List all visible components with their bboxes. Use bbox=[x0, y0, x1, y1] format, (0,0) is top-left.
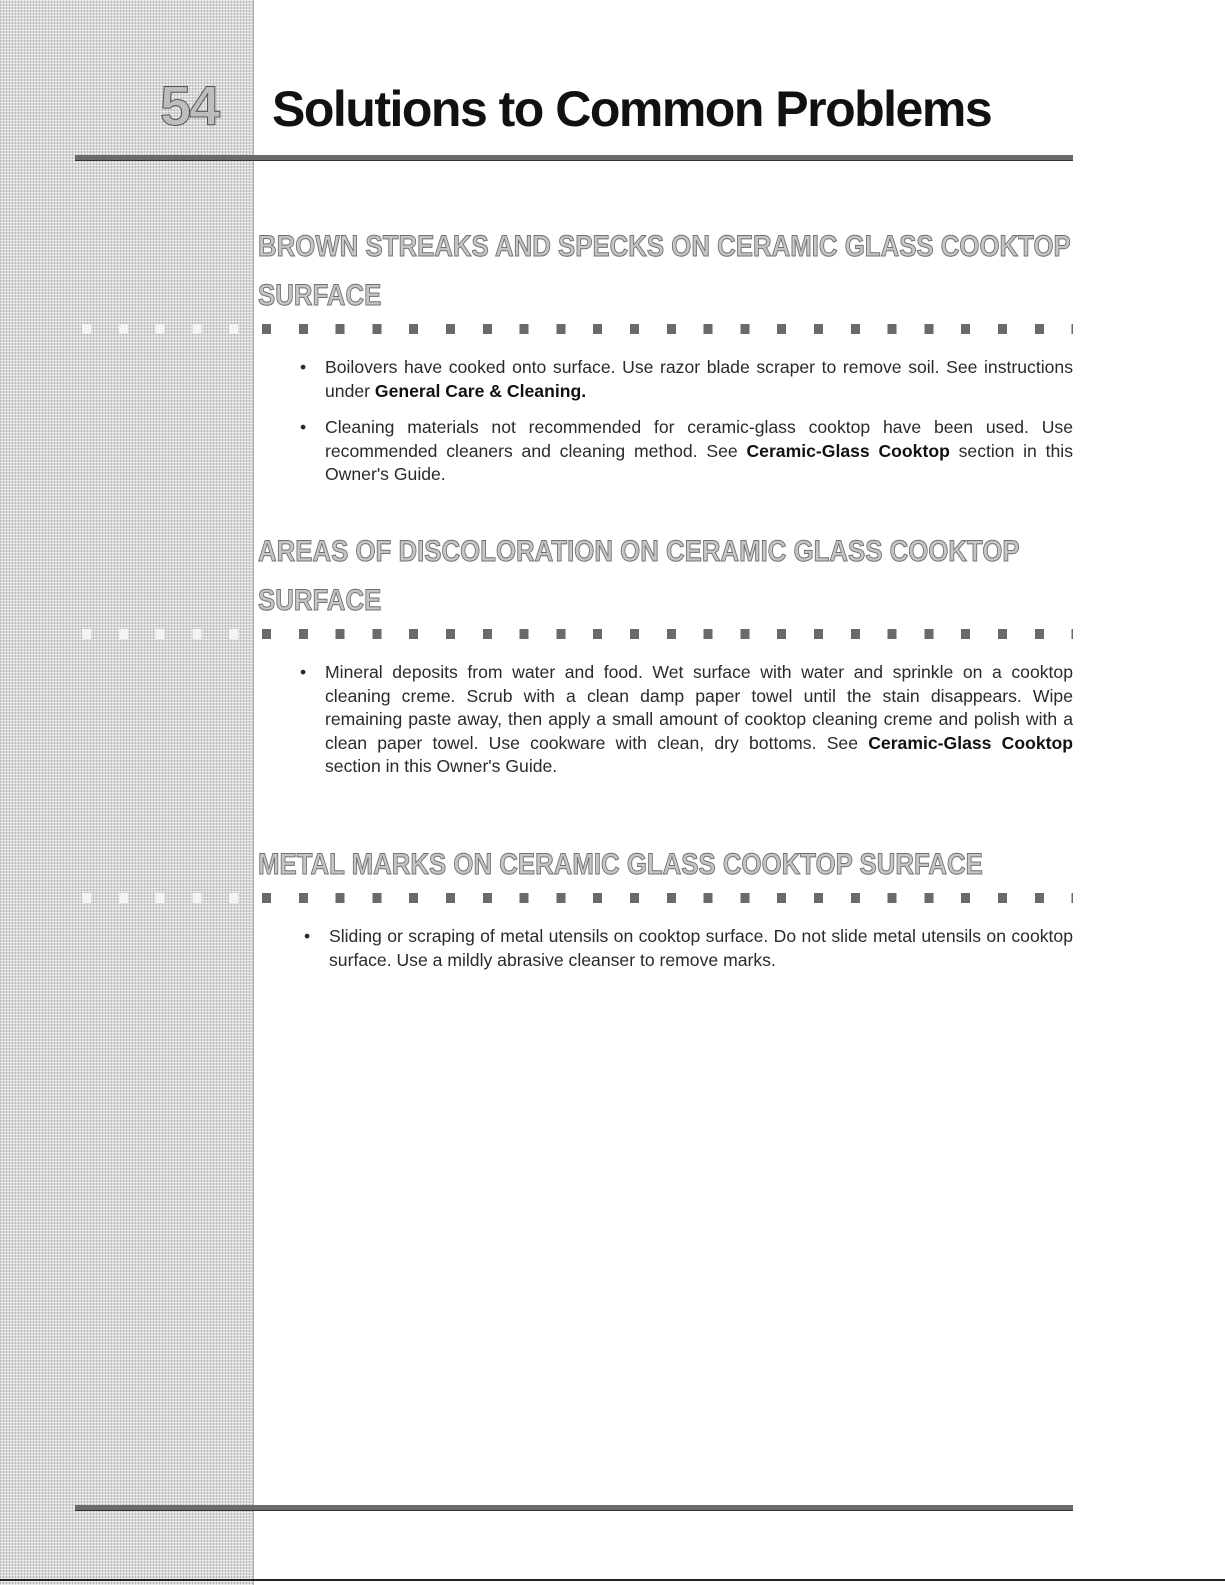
dot-divider bbox=[258, 893, 1073, 905]
item-text: Cleaning materials not recommended for ceramic-glass cooktop have been used. Use recommended cleaners and cleaning method. See bbox=[325, 417, 1073, 461]
item-text: Boilovers have cooked onto surface. Use razor blade scraper to remove soil. See instructions under bbox=[325, 357, 1073, 401]
list-item bbox=[258, 925, 1073, 972]
bullet-list bbox=[258, 356, 1073, 487]
section-heading bbox=[258, 840, 1071, 889]
heading-line-1: AREAS OF DISCOLORATION ON CERAMIC GLASS COOKTOP bbox=[258, 535, 1020, 568]
bullet-icon: • bbox=[300, 662, 307, 682]
list-item bbox=[258, 661, 1073, 779]
page-number: 54 bbox=[160, 74, 219, 137]
dot-divider bbox=[258, 324, 1073, 336]
dot-divider-right bbox=[262, 324, 1073, 334]
bullet-icon: • bbox=[300, 357, 307, 377]
item-text: Sliding or scraping of metal utensils on cooktop surface. Do not slide metal utensils on cooktop surface. Use a mildly abrasive cleanser to remove marks. bbox=[329, 926, 1073, 970]
section-brown-streaks bbox=[258, 222, 1073, 500]
dot-divider-right bbox=[262, 629, 1073, 639]
top-rule bbox=[75, 155, 1073, 161]
bullet-list bbox=[258, 925, 1073, 972]
dot-divider bbox=[258, 629, 1073, 641]
item-strong: Ceramic-Glass Cooktop bbox=[868, 732, 1073, 753]
dot-divider-left bbox=[82, 629, 242, 639]
heading-line-1: BROWN STREAKS AND SPECKS ON CERAMIC GLASS COOKTOP bbox=[258, 230, 1071, 263]
item-strong: General Care & Cleaning. bbox=[374, 380, 587, 401]
section-metal-marks bbox=[258, 840, 1073, 985]
sidebar-edge bbox=[253, 0, 254, 1585]
bullet-icon: • bbox=[300, 417, 307, 437]
heading-line-2: SURFACE bbox=[258, 279, 382, 312]
section-discoloration bbox=[258, 527, 1073, 792]
list-item bbox=[258, 416, 1073, 487]
bullet-icon: • bbox=[304, 926, 311, 946]
dot-divider-left bbox=[82, 893, 242, 903]
heading-line-2: SURFACE bbox=[258, 584, 382, 617]
dot-divider-left bbox=[82, 324, 242, 334]
section-heading bbox=[258, 527, 1071, 625]
item-text: Mineral deposits from water and food. Wet surface with water and sprinkle on a cooktop cleaning creme. Scrub with a clean damp paper towel until the stain disappears. Wipe remaining paste away, then apply a small amount of cooktop cleaning creme and polish with a clean paper towel. Use cookware with clean, dry bottoms. See bbox=[325, 662, 1073, 753]
item-after: section in this Owner's Guide. bbox=[325, 756, 558, 776]
heading-line-1: METAL MARKS ON CERAMIC GLASS COOKTOP SURFACE bbox=[258, 848, 983, 881]
dot-divider-right bbox=[262, 893, 1073, 903]
item-after: section in this Owner's Guide. bbox=[325, 440, 1074, 484]
bullet-list bbox=[258, 661, 1073, 779]
sidebar-texture bbox=[0, 0, 253, 1585]
item-strong: Ceramic-Glass Cooktop bbox=[746, 440, 950, 461]
section-heading bbox=[258, 222, 1071, 320]
page-title: Solutions to Common Problems bbox=[272, 81, 992, 137]
bottom-edge bbox=[0, 1579, 1225, 1581]
list-item bbox=[258, 356, 1073, 403]
bottom-rule bbox=[75, 1505, 1073, 1511]
